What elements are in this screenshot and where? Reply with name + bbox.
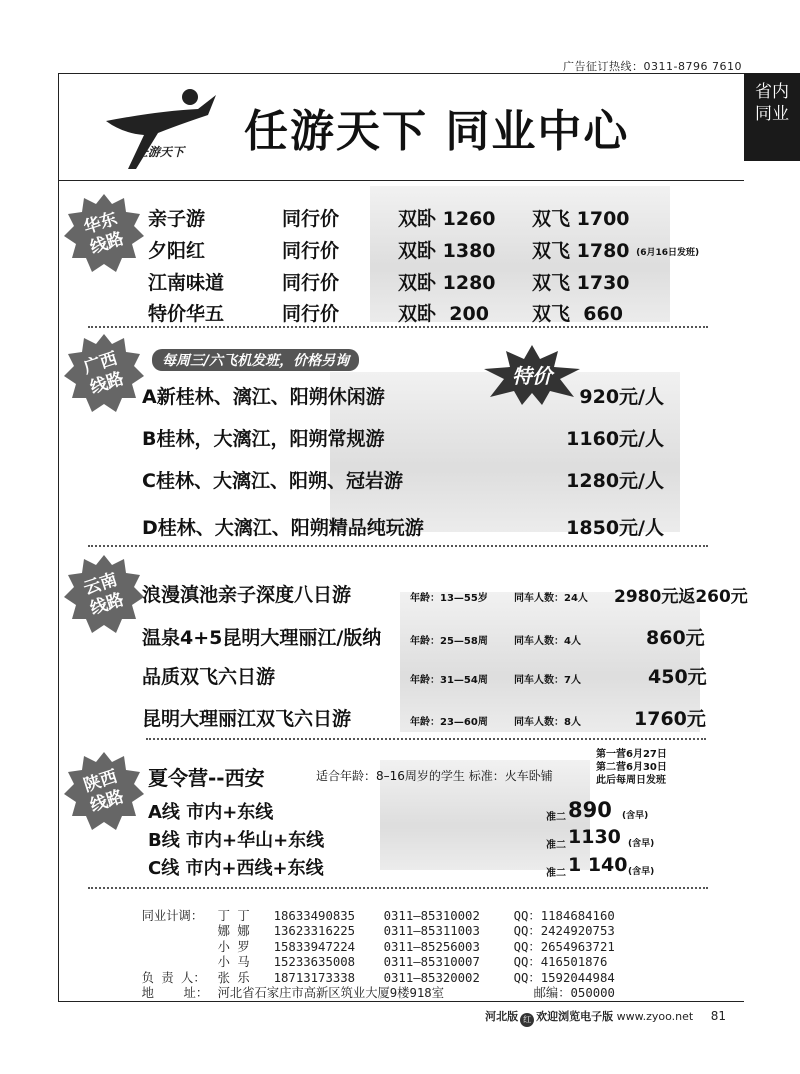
- contact-phone: 0311—85310002: [383, 908, 480, 923]
- website-link[interactable]: www.zyoo.net: [616, 1010, 694, 1023]
- route-price: 450元: [648, 666, 707, 688]
- group-size: 同车人数：4人: [514, 636, 581, 647]
- route-name: 亲子游: [148, 208, 206, 230]
- route-price: 860元: [646, 627, 705, 649]
- contact-list: [112, 893, 615, 1000]
- divider: [146, 738, 706, 740]
- contact-name: 娜 娜: [217, 924, 250, 938]
- contact-phone: 0311—85310007: [383, 955, 480, 969]
- double-sleeper-price: 双卧 1380: [398, 240, 496, 262]
- camp-date: 第二营6月30日: [596, 762, 667, 773]
- peer-price-tag: 同行价: [282, 303, 340, 325]
- contact-phone: 0311—85311003: [383, 924, 480, 938]
- route-price: 890: [568, 798, 612, 822]
- camp-dates: [596, 748, 667, 787]
- camp-date: 第一营6月27日: [596, 749, 667, 760]
- route-name: 温泉4+5昆明大理丽江/版纳: [142, 627, 382, 649]
- summer-camp-subtitle: 适合年龄：8–16周岁的学生 标准：火车卧铺: [316, 769, 553, 783]
- double-flight-price: 双飞 1730: [532, 272, 630, 294]
- contact-name: 张 乐: [217, 970, 250, 985]
- price-prefix: 准二: [546, 868, 566, 879]
- contact-phone: 0311—85320002: [383, 970, 480, 985]
- special-offer-label: 特价: [512, 364, 552, 388]
- postcode: 邮编：050000: [533, 986, 615, 1000]
- double-flight-price: 双飞 1700: [532, 208, 630, 230]
- route-name: B桂林，大漓江，阳朔常规游: [142, 428, 385, 450]
- route-name: 浪漫滇池亲子深度八日游: [142, 584, 352, 606]
- badge-shaanxi-label: 陕西 线路: [81, 766, 127, 817]
- contact-qq: QQ：2654963721: [513, 939, 615, 954]
- contact-mobile: 18633490835: [273, 908, 356, 923]
- route-name: B线 市内+华山+东线: [148, 830, 325, 851]
- route-name: C桂林、大漓江、阳朔、冠岩游: [142, 470, 403, 492]
- header: [58, 73, 744, 181]
- divider: [88, 326, 708, 328]
- route-price: 1130: [568, 826, 621, 848]
- camp-date: 此后每周日发班: [596, 775, 666, 786]
- route-price: 2980元返260元: [614, 587, 748, 607]
- badge-east-china-label: 华东 线路: [81, 208, 127, 259]
- route-name: C线 市内+西线+东线: [148, 858, 324, 879]
- contact-mobile: 18713173338: [273, 970, 356, 985]
- double-flight-price: 双飞 1780 (6月16日发班): [532, 240, 700, 262]
- double-flight-price: 双飞 660: [532, 303, 623, 325]
- peer-price-tag: 同行价: [282, 240, 340, 262]
- contact-qq: QQ：2424920753: [513, 924, 615, 938]
- age-range: 年龄：23—60周: [410, 717, 488, 728]
- age-range: 年龄：25—58周: [410, 636, 488, 647]
- double-sleeper-price: 双卧 1280: [398, 272, 496, 294]
- route-price: 1160元/人: [566, 428, 664, 450]
- list-item: [112, 893, 615, 923]
- route-price: 1280元/人: [566, 470, 664, 492]
- double-sleeper-price: 双卧 1260: [398, 208, 496, 230]
- contact-name: 小 罗: [217, 939, 250, 954]
- flight-schedule-note: 每周三/六飞机发班，价格另询: [152, 349, 359, 371]
- edition-label: 河北版: [485, 1010, 519, 1023]
- double-sleeper-price: 双卧 200: [398, 303, 489, 325]
- contact-role: 负 责 人：: [141, 970, 206, 985]
- contact-mobile: 13623316225: [273, 924, 356, 938]
- page-title: 任游天下 同业中心: [244, 106, 630, 157]
- group-size: 同车人数：24人: [514, 593, 588, 604]
- route-name: 特价华五: [148, 303, 225, 325]
- contact-phone: 0311—85256003: [383, 939, 480, 954]
- price-prefix: 准二: [546, 840, 566, 851]
- contact-qq: QQ：416501876: [513, 955, 608, 969]
- address-text: 河北省石家庄市高新区筑业大厦9楼918室: [217, 986, 444, 1000]
- route-price: 1850元/人: [566, 517, 664, 539]
- section-tab[interactable]: [744, 73, 800, 161]
- contact-mobile: 15233635008: [273, 955, 356, 969]
- peer-price-tag: 同行价: [282, 208, 340, 230]
- divider: [88, 545, 708, 547]
- page-number: 81: [710, 1009, 726, 1023]
- page-footer: [485, 1008, 726, 1027]
- contact-role: 同业计调：: [141, 908, 204, 923]
- ad-hotline: 广告征订热线：0311-8796 7610: [563, 60, 742, 73]
- badge-guangxi-label: 广西 线路: [81, 348, 127, 399]
- contact-mobile: 15833947224: [273, 939, 356, 954]
- route-price: 1 140: [568, 854, 628, 876]
- contact-name: 小 马: [217, 955, 250, 969]
- contact-qq: QQ：1592044984: [513, 970, 615, 985]
- price-suffix: (含早): [622, 811, 649, 821]
- route-name: A线 市内+东线: [148, 802, 274, 823]
- welcome-text: 欢迎浏览电子版: [536, 1010, 614, 1023]
- age-range: 年龄：31—54周: [410, 675, 488, 686]
- route-name: 江南味道: [148, 272, 225, 294]
- route-name: 品质双飞六日游: [142, 666, 276, 688]
- summer-camp-title: 夏令营--西安: [148, 766, 265, 790]
- divider: [88, 887, 708, 889]
- contact-qq: QQ：1184684160: [513, 908, 615, 923]
- contact-name: 丁 丁: [217, 908, 250, 923]
- badge-yunnan-label: 云南 线路: [81, 569, 127, 620]
- route-name: D桂林、大漓江、阳朔精品纯玩游: [142, 517, 424, 539]
- group-size: 同车人数：8人: [514, 717, 581, 728]
- group-size: 同车人数：7人: [514, 675, 581, 686]
- departure-note: (6月16日发班): [636, 248, 700, 258]
- peer-price-tag: 同行价: [282, 272, 340, 294]
- bottom-rule: [58, 1001, 744, 1002]
- edition-mark-icon: 红: [520, 1013, 534, 1027]
- route-name: A新桂林、漓江、阳朔休闲游: [142, 386, 385, 408]
- route-name: 昆明大理丽江双飞六日游: [142, 708, 352, 730]
- route-price: 1760元: [634, 708, 706, 730]
- route-price: 920元/人: [579, 386, 664, 408]
- price-prefix: 准二: [546, 812, 566, 823]
- section-tab-line1: 省内: [755, 82, 789, 102]
- route-name: 夕阳红: [148, 240, 206, 262]
- price-suffix: (含早): [628, 867, 655, 877]
- age-range: 年龄：13—55岁: [410, 593, 488, 604]
- address-label: 地 址：: [141, 986, 209, 1000]
- section-tab-line2: 同业: [755, 104, 789, 124]
- logo-caption: 任游天下: [136, 145, 185, 159]
- price-suffix: (含早): [628, 839, 655, 849]
